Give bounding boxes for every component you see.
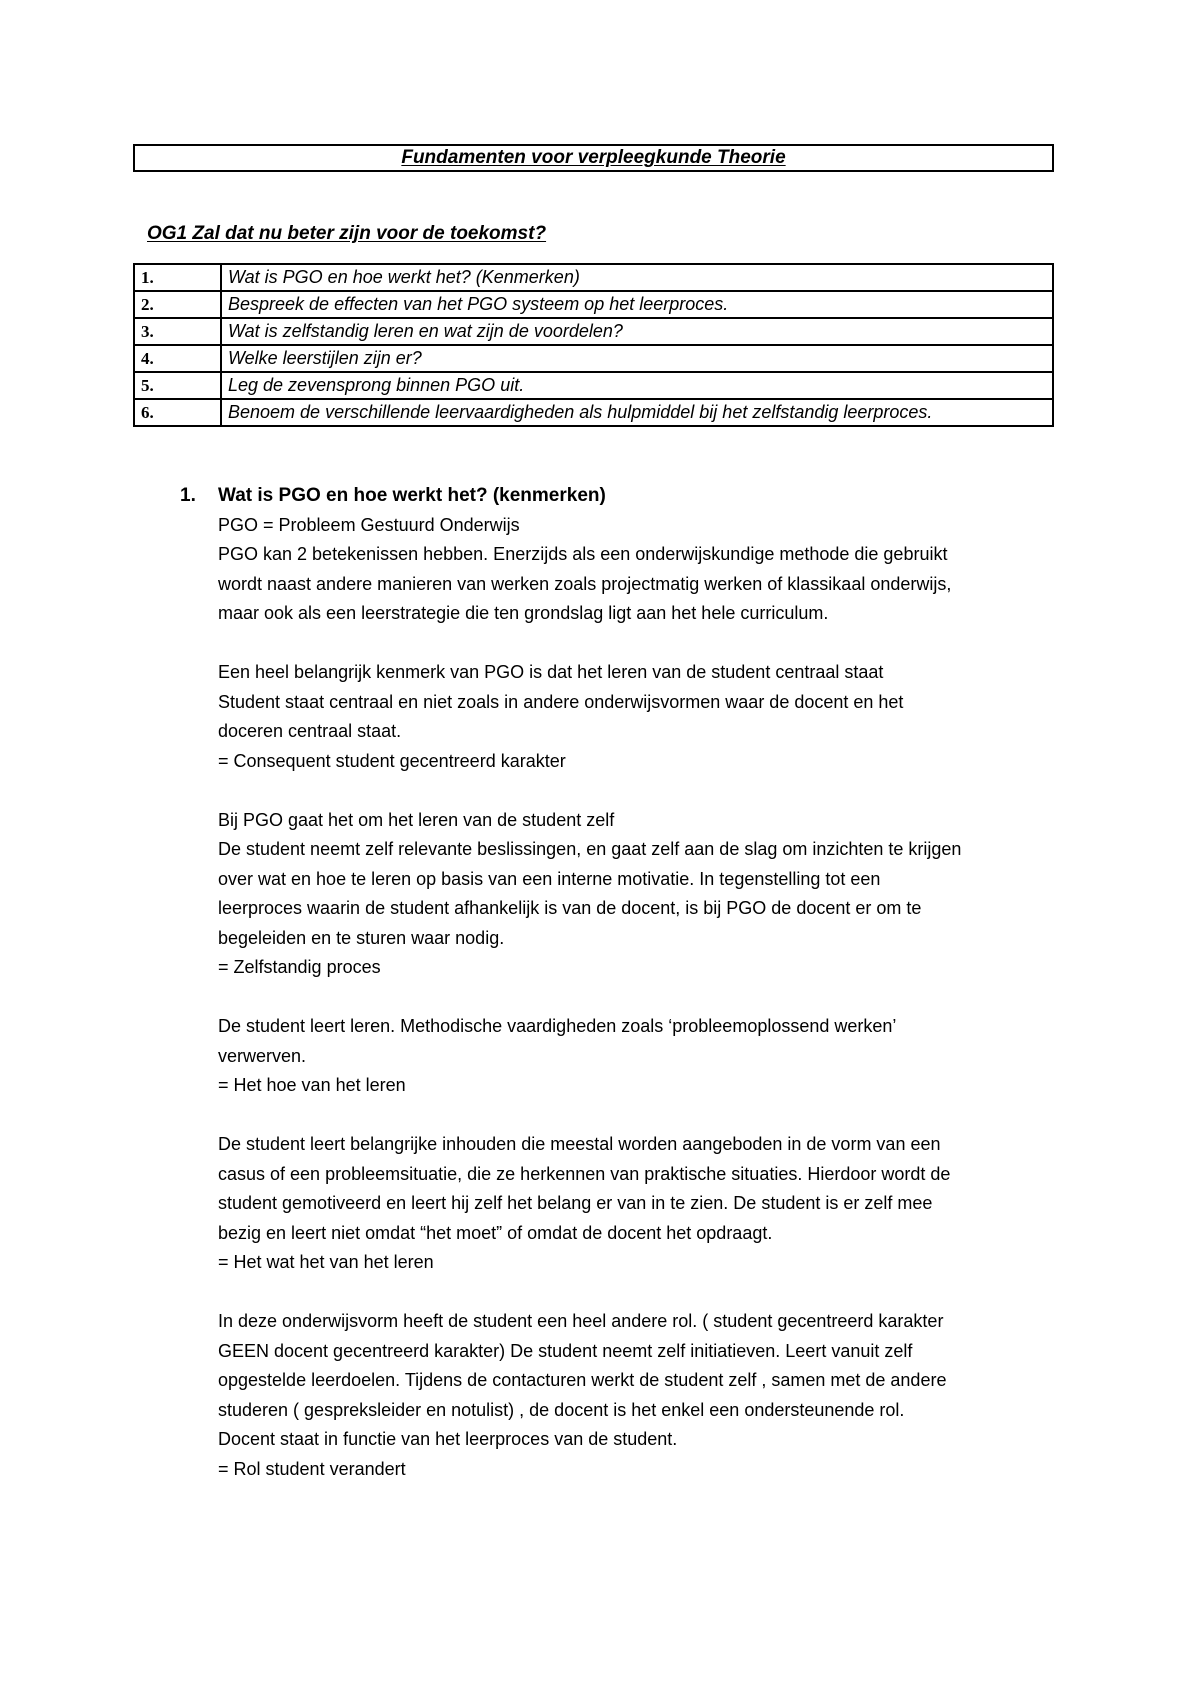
text-line: studeren ( gespreksleider en notulist) , de docent is het enkel een ondersteunende rol.	[218, 1399, 905, 1420]
text-line: PGO = Probleem Gestuurd Onderwijs	[218, 514, 520, 535]
text-line: Docent staat in functie van het leerproces van de student.	[218, 1429, 678, 1449]
text-line: = Rol student verandert	[218, 1458, 406, 1479]
question-text: Bespreek de effecten van het PGO systeem op het leerproces.	[221, 291, 1053, 318]
section-heading	[180, 481, 1080, 511]
question-number: 6.	[134, 399, 221, 426]
question-row	[134, 399, 1053, 426]
question-number: 1.	[134, 264, 221, 291]
question-number: 3.	[134, 318, 221, 345]
text-line: over wat en hoe te leren op basis van een interne motivatie. In tegenstelling tot een	[218, 868, 881, 889]
paragraph	[218, 806, 1080, 983]
text-line: Een heel belangrijk kenmerk van PGO is dat het leren van de student centraal staat	[218, 662, 884, 682]
section-title: Wat is PGO en hoe werkt het? (kenmerken)	[218, 485, 606, 506]
text-line: bezig en leert niet omdat “het moet” of omdat de docent het opdraagt.	[218, 1222, 773, 1243]
text-line: = Het wat het van het leren	[218, 1252, 434, 1272]
text-line: opgestelde leerdoelen. Tijdens de contacturen werkt de student zelf , samen met de andere	[218, 1370, 947, 1390]
paragraph	[218, 1012, 1080, 1101]
document-title-box	[133, 144, 1054, 172]
text-line: casus of een probleemsituatie, die ze herkennen van praktische situaties. Hierdoor wordt de	[218, 1163, 951, 1184]
text-line: Student staat centraal en niet zoals in andere onderwijsvormen waar de docent en het	[218, 691, 904, 712]
question-text: Leg de zevensprong binnen PGO uit.	[221, 372, 1053, 399]
text-line: wordt naast andere manieren van werken zoals projectmatig werken of klassikaal onderwijs,	[218, 573, 952, 594]
question-row	[134, 264, 1053, 291]
question-row	[134, 345, 1053, 372]
text-line: doceren centraal staat.	[218, 721, 402, 741]
text-line: De student leert belangrijke inhouden die meestal worden aangeboden in de vorm van een	[218, 1134, 941, 1154]
section-body	[180, 511, 1080, 1485]
text-line: verwerven.	[218, 1045, 307, 1066]
question-row	[134, 372, 1053, 399]
text-line: De student leert leren. Methodische vaardigheden zoals ‘probleemoplossend werken’	[218, 1016, 897, 1036]
document-title: Fundamenten voor verpleegkunde Theorie	[401, 147, 786, 168]
question-text: Benoem de verschillende leervaardigheden als hulpmiddel bij het zelfstandig leerproces.	[221, 399, 1053, 426]
paragraph	[218, 1130, 1080, 1278]
question-row	[134, 291, 1053, 318]
question-text: Wat is zelfstandig leren en wat zijn de voordelen?	[221, 318, 1053, 345]
question-row	[134, 318, 1053, 345]
text-line: = Het hoe van het leren	[218, 1075, 406, 1095]
text-line: leerproces waarin de student afhankelijk is van de docent, is bij PGO de docent er om te	[218, 898, 922, 918]
paragraph	[218, 1307, 1080, 1484]
questions-table	[133, 263, 1054, 427]
text-line: GEEN docent gecentreerd karakter) De student neemt zelf initiatieven. Leert vanuit zelf	[218, 1340, 913, 1361]
question-number: 4.	[134, 345, 221, 372]
text-line: maar ook als een leerstrategie die ten grondslag ligt aan het hele curriculum.	[218, 603, 829, 623]
text-line: student gemotiveerd en leert hij zelf het belang er van in te zien. De student is er zelf mee	[218, 1193, 933, 1213]
text-line: = Consequent student gecentreerd karakter	[218, 750, 566, 771]
section-1	[180, 481, 1080, 1514]
text-line: begeleiden en te sturen waar nodig.	[218, 927, 505, 948]
text-line: In deze onderwijsvorm heeft de student een heel andere rol. ( student gecentreerd karakter	[218, 1311, 944, 1331]
text-line: Bij PGO gaat het om het leren van de student zelf	[218, 809, 615, 830]
section-number: 1.	[180, 485, 196, 506]
question-text: Welke leerstijlen zijn er?	[221, 345, 1053, 372]
question-number: 5.	[134, 372, 221, 399]
paragraph	[218, 658, 1080, 776]
paragraph	[218, 511, 1080, 629]
question-text: Wat is PGO en hoe werkt het? (Kenmerken)	[221, 264, 1053, 291]
question-number: 2.	[134, 291, 221, 318]
text-line: = Zelfstandig proces	[218, 957, 381, 977]
text-line: PGO kan 2 betekenissen hebben. Enerzijds als een onderwijskundige methode die gebruikt	[218, 544, 948, 564]
text-line: De student neemt zelf relevante beslissingen, en gaat zelf aan de slag om inzichten te krijgen	[218, 839, 962, 859]
og-heading: OG1 Zal dat nu beter zijn voor de toekomst?	[147, 223, 547, 244]
